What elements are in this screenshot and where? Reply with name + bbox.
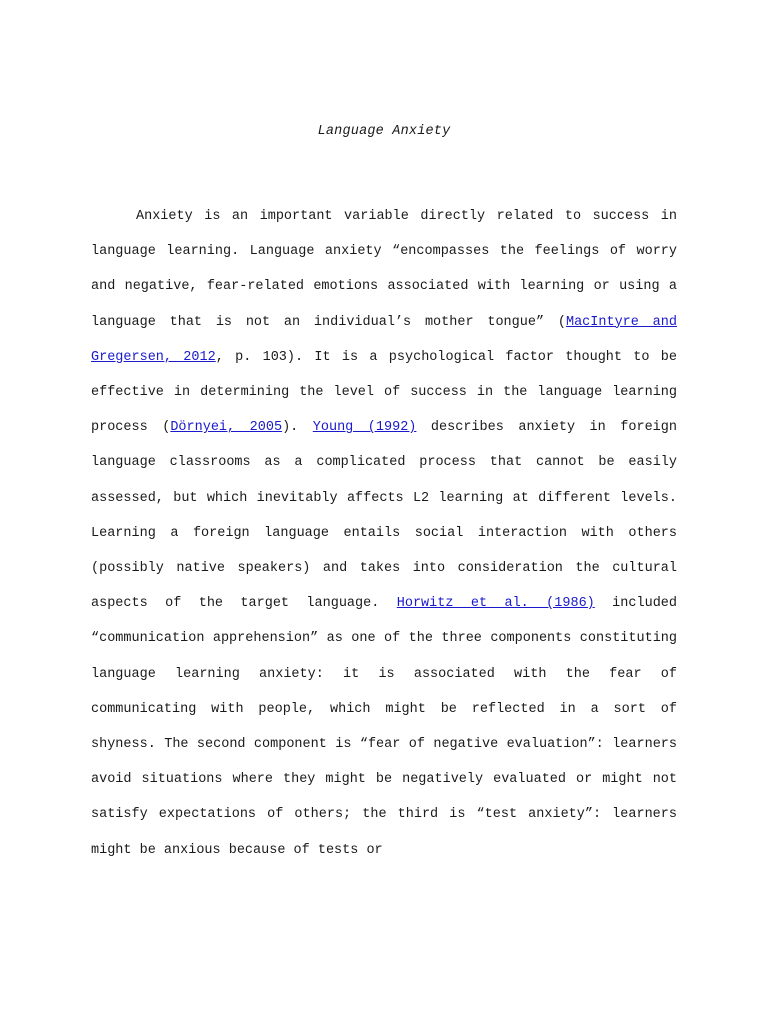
paragraph-text: ). <box>282 420 313 436</box>
citation-link-horwitz[interactable]: Horwitz et al. (1986) <box>396 596 595 612</box>
paragraph-text: included “communication apprehension” as one of the three components constituting language learning anxiety: it is associated with the fear of communicating with people, which might be reflected in a sort of shyness. The second component is “fear of negative evaluation”: learners avoid situations where they might be negatively evaluated or might not satisfy expectations of others; the third is “test anxiety”: learners might be anxious because of tests or <box>91 596 677 858</box>
citation-link-dornyei[interactable]: Dörnyei, 2005 <box>170 420 283 436</box>
paragraph-text: Anxiety is an important variable directly related to success in language learning. Language anxiety “encompasses the feelings of worry and negative, fear-related emotions associated with learning or using a language that is not an individual’s mother tongue” ( <box>91 209 677 330</box>
body-paragraph <box>91 199 677 868</box>
paragraph-text: , p. 103). It is a psychological factor thought to be effective in determining the level of success in the language learning process ( <box>91 349 677 436</box>
citation-link-macintyre-gregersen[interactable]: MacIntyre and Gregersen, 2012 <box>91 314 677 365</box>
page-title: Language Anxiety <box>317 124 451 139</box>
paragraph-text: describes anxiety in foreign language classrooms as a complicated process that cannot be easily assessed, but which inevitably affects L2 learning at different levels. Learning a foreign language entails social interaction with others (possibly native speakers) and takes into consideration the cultural aspects of the target language. <box>91 420 677 612</box>
citation-link-young[interactable]: Young (1992) <box>312 420 417 436</box>
